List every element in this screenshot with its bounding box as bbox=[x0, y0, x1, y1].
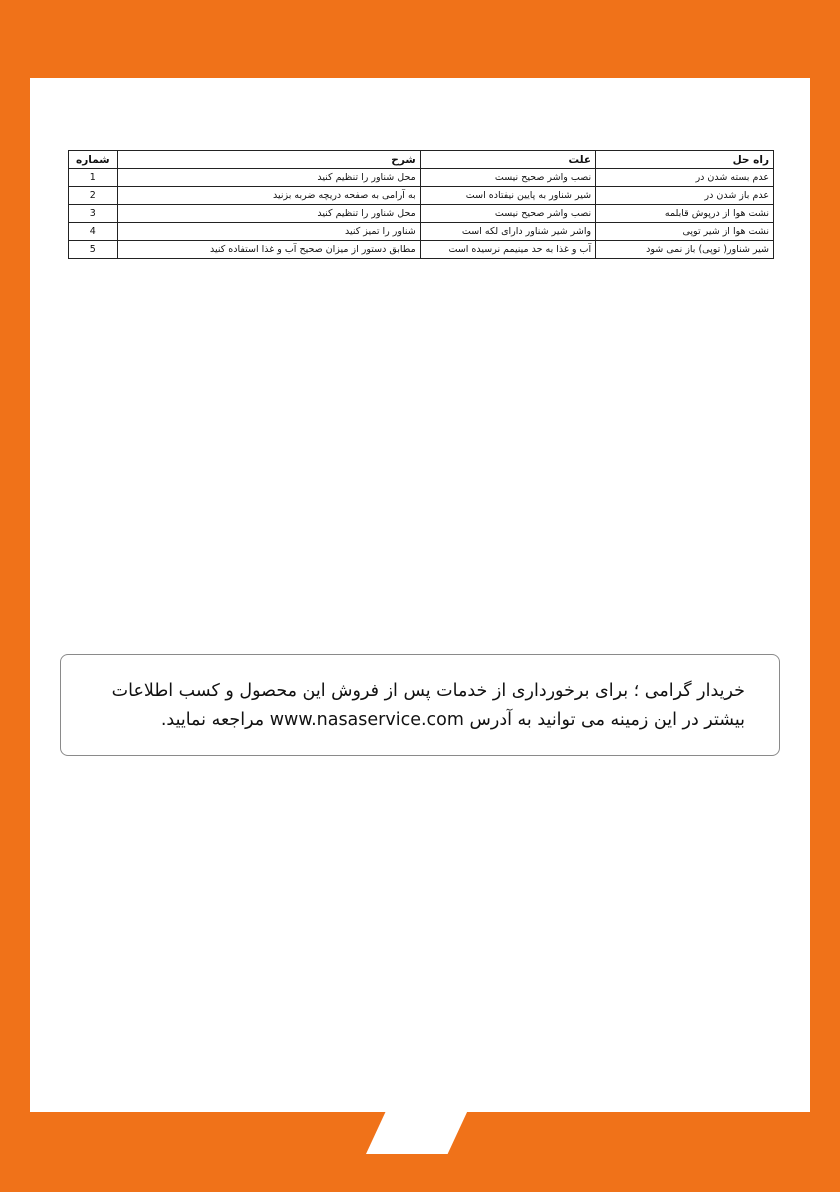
cell-number: 2 bbox=[69, 187, 118, 205]
header-cause: علت bbox=[420, 151, 595, 169]
cell-solution: نشت هوا از شیر توپی bbox=[596, 223, 774, 241]
cell-description: شناور را تمیز کنید bbox=[117, 223, 420, 241]
table-row bbox=[69, 241, 774, 259]
cell-description: محل شناور را تنظیم کنید bbox=[117, 169, 420, 187]
notice-line-1: خریدار گرامی ؛ برای برخورداری از خدمات پس از فروش این محصول و کسب اطلاعات bbox=[111, 681, 745, 701]
cell-solution: عدم بسته شدن در bbox=[596, 169, 774, 187]
service-website-link[interactable]: www.nasaservice.com bbox=[269, 710, 464, 730]
page-sheet bbox=[30, 78, 810, 1112]
troubleshooting-table bbox=[68, 150, 774, 259]
after-sales-notice bbox=[60, 654, 780, 756]
cell-solution: شیر شناور( توپی) باز نمی شود bbox=[596, 241, 774, 259]
cell-description: مطابق دستور از میزان صحیح آب و غذا استفاده کنید bbox=[117, 241, 420, 259]
cell-description: محل شناور را تنظیم کنید bbox=[117, 205, 420, 223]
cell-cause: آب و غذا به حد مینیمم نرسیده است bbox=[420, 241, 595, 259]
cell-number: 5 bbox=[69, 241, 118, 259]
cell-cause: واشر شیر شناور دارای لکه است bbox=[420, 223, 595, 241]
notice-line-2-end: مراجعه نمایید. bbox=[160, 710, 265, 730]
table-row bbox=[69, 169, 774, 187]
cell-description: به آرامی به صفحه دریچه ضربه بزنید bbox=[117, 187, 420, 205]
cell-cause: نصب واشر صحیح نیست bbox=[420, 205, 595, 223]
cell-number: 4 bbox=[69, 223, 118, 241]
cell-number: 3 bbox=[69, 205, 118, 223]
cell-cause: شیر شناور به پایین نیفتاده است bbox=[420, 187, 595, 205]
notice-line-2-start: بیشتر در این زمینه می توانید به آدرس bbox=[469, 710, 745, 730]
table-row bbox=[69, 223, 774, 241]
cell-solution: عدم باز شدن در bbox=[596, 187, 774, 205]
header-solution: راه حل bbox=[596, 151, 774, 169]
table-row bbox=[69, 205, 774, 223]
table-header-row bbox=[69, 151, 774, 169]
notice-line-2 bbox=[95, 706, 745, 735]
cell-cause: نصب واشر صحیح نیست bbox=[420, 169, 595, 187]
bottom-tab-notch bbox=[366, 1110, 468, 1154]
header-number: شماره bbox=[69, 151, 118, 169]
header-description: شرح bbox=[117, 151, 420, 169]
table-row bbox=[69, 187, 774, 205]
cell-solution: نشت هوا از درپوش قابلمه bbox=[596, 205, 774, 223]
cell-number: 1 bbox=[69, 169, 118, 187]
